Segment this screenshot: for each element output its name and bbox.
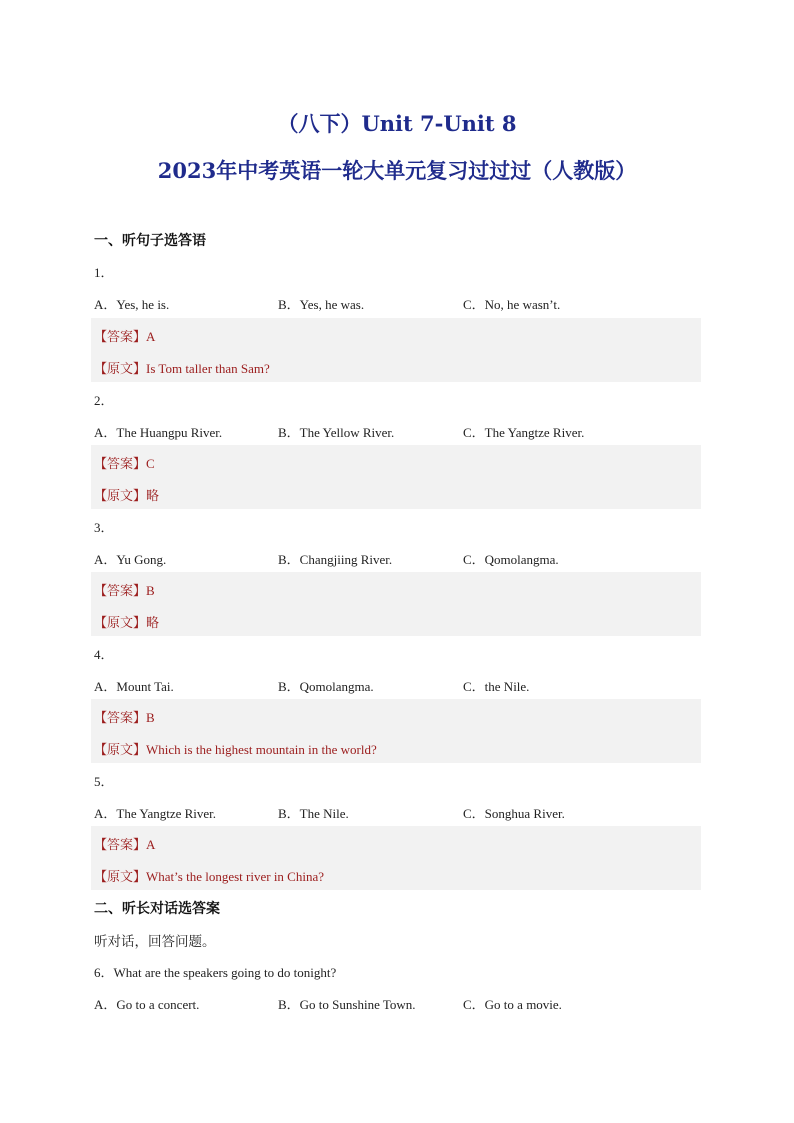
option-c: C．No, he wasn’t. <box>463 297 561 312</box>
option-c: C．Go to a movie. <box>463 997 562 1012</box>
answer-line <box>94 453 155 472</box>
source-text: Is Tom taller than Sam? <box>146 361 270 376</box>
answer-line <box>94 326 155 345</box>
option-b: B．Changjiing River. <box>278 552 393 567</box>
question-number: 2． <box>94 393 114 408</box>
option-a: A．Go to a concert. <box>94 997 200 1012</box>
source-line <box>94 485 159 504</box>
source-tag: 【原文】 <box>94 616 147 631</box>
answer-value: B <box>146 583 155 598</box>
question-number: 5． <box>94 774 114 789</box>
answer-value: A <box>146 837 156 852</box>
source-text: 略 <box>146 616 160 631</box>
answer-tag: 【答案】 <box>94 838 147 853</box>
source-tag: 【原文】 <box>94 489 147 504</box>
doc-title-line2: 2023年中考英语一轮大单元复习过过过（人教版） <box>157 158 637 183</box>
option-c: C．Songhua River. <box>463 806 565 821</box>
answer-value: A <box>146 329 156 344</box>
source-line <box>94 866 324 885</box>
instruction-text: 听对话，回答问题。 <box>94 934 216 950</box>
answer-tag: 【答案】 <box>94 584 147 599</box>
answer-box <box>91 572 701 636</box>
section-heading-1: 一、听句子选答语 <box>94 233 206 249</box>
answer-box <box>91 445 701 509</box>
source-line <box>94 739 377 758</box>
source-tag: 【原文】 <box>94 362 147 377</box>
answer-value: C <box>146 456 155 471</box>
source-tag: 【原文】 <box>94 743 147 758</box>
option-a: A．Mount Tai. <box>94 679 174 694</box>
question-number: 1． <box>94 265 114 280</box>
doc-title-line1: （八下）Unit 7-Unit 8 <box>277 111 517 136</box>
source-line <box>94 358 270 377</box>
option-b: B．Go to Sunshine Town. <box>278 997 416 1012</box>
question-number: 4． <box>94 647 114 662</box>
source-tag: 【原文】 <box>94 870 147 885</box>
section-heading-2: 二、听长对话选答案 <box>94 901 220 917</box>
answer-tag: 【答案】 <box>94 457 147 472</box>
source-text: 略 <box>146 489 160 504</box>
question-number: 3． <box>94 520 114 535</box>
option-a: A．The Yangtze River. <box>94 806 217 821</box>
answer-line <box>94 834 155 853</box>
option-c: C．The Yangtze River. <box>463 425 585 440</box>
option-b: B．Yes, he was. <box>278 297 365 312</box>
option-c: C．the Nile. <box>463 679 530 694</box>
option-b: B．Qomolangma. <box>278 679 374 694</box>
option-a: A．Yu Gong. <box>94 552 167 567</box>
option-a: A．Yes, he is. <box>94 297 170 312</box>
source-text: What’s the longest river in China? <box>146 869 324 884</box>
option-a: A．The Huangpu River. <box>94 425 223 440</box>
answer-tag: 【答案】 <box>94 330 147 345</box>
question-6-text: 6．What are the speakers going to do tonight? <box>94 965 337 980</box>
option-c: C．Qomolangma. <box>463 552 559 567</box>
answer-line <box>94 580 155 599</box>
option-b: B．The Yellow River. <box>278 425 395 440</box>
option-b: B．The Nile. <box>278 806 349 821</box>
source-line <box>94 612 159 631</box>
answer-line <box>94 707 155 726</box>
answer-tag: 【答案】 <box>94 711 147 726</box>
answer-value: B <box>146 710 155 725</box>
source-text: Which is the highest mountain in the world? <box>146 742 377 757</box>
